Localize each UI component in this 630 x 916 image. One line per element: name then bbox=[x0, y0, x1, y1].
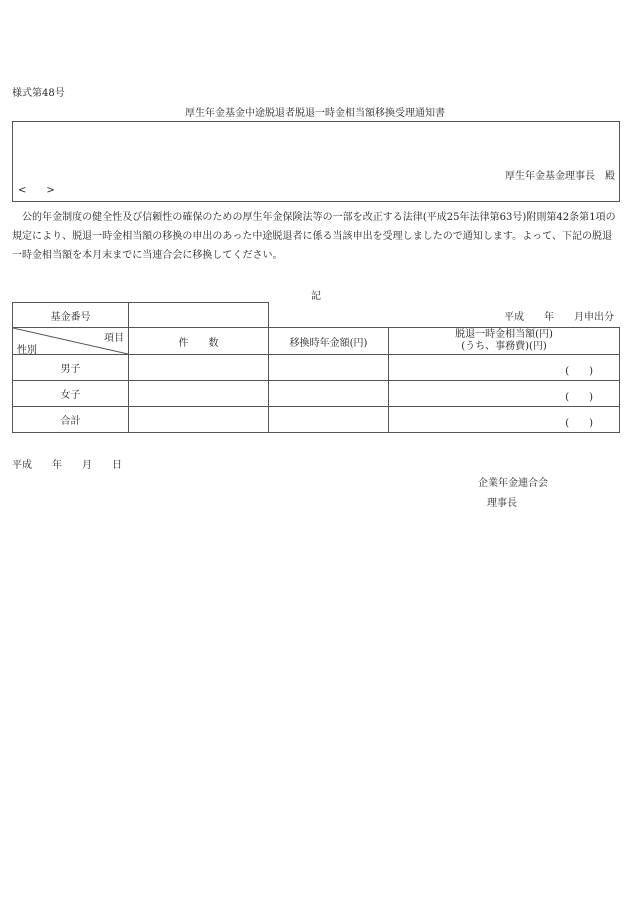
issuer-title: 理事長 bbox=[487, 498, 517, 509]
pension-amount-cell[interactable] bbox=[268, 406, 389, 433]
addressee: 厚生年金基金理事長 殿 bbox=[505, 171, 615, 182]
fund-number-label: 基金番号 bbox=[12, 302, 129, 328]
admin-fee-paren: ( ) bbox=[565, 418, 593, 429]
lump-sum-cell[interactable] bbox=[388, 354, 620, 381]
document-title: 厚生年金基金中途脱退者脱退一時金相当額移換受理通知書 bbox=[185, 108, 445, 119]
lump-sum-cell[interactable] bbox=[388, 406, 620, 433]
row-label: 合計 bbox=[12, 406, 129, 433]
ki-heading: 記 bbox=[311, 291, 321, 302]
admin-fee-paren: ( ) bbox=[565, 392, 593, 403]
count-cell[interactable] bbox=[128, 380, 269, 407]
pension-amount-cell[interactable] bbox=[268, 380, 389, 407]
bracket: < > bbox=[18, 185, 55, 196]
fund-number-value[interactable] bbox=[128, 302, 269, 328]
count-cell[interactable] bbox=[128, 354, 269, 381]
header-item: 項目 bbox=[104, 333, 124, 344]
issuer: 企業年金連合会 bbox=[478, 478, 548, 489]
date-line: 平成 年 月 日 bbox=[12, 460, 122, 471]
application-period: 平成 年 月申出分 bbox=[504, 312, 614, 323]
form-number: 様式第48号 bbox=[12, 88, 65, 99]
row-label: 女子 bbox=[12, 380, 129, 407]
header-count: 件 数 bbox=[128, 327, 269, 355]
body-text: 公的年金制度の健全性及び信頼性の確保のための厚生年金保険法等の一部を改正する法律(平成25年法律第63号)附則第42条第1項の規定により、脱退一時金相当額の移換の申出のあった中途脱退者に係る当該申出を受理しましたので通知します。よって、下記の脱退一時金相当額を本月末までに当連合会に移換してください。 bbox=[12, 212, 616, 261]
addressee-box bbox=[12, 121, 620, 202]
count-cell[interactable] bbox=[128, 406, 269, 433]
pension-amount-cell[interactable] bbox=[268, 354, 389, 381]
lump-sum-cell[interactable] bbox=[388, 380, 620, 407]
header-gender: 性別 bbox=[17, 345, 37, 356]
header-lump-sum: 脱退一時金相当額(円) (うち、事務費)(円) bbox=[388, 327, 620, 355]
admin-fee-paren: ( ) bbox=[565, 366, 593, 377]
row-label: 男子 bbox=[12, 354, 129, 381]
header-corner-cell bbox=[12, 327, 129, 355]
header-pension-amount: 移換時年金額(円) bbox=[268, 327, 389, 355]
